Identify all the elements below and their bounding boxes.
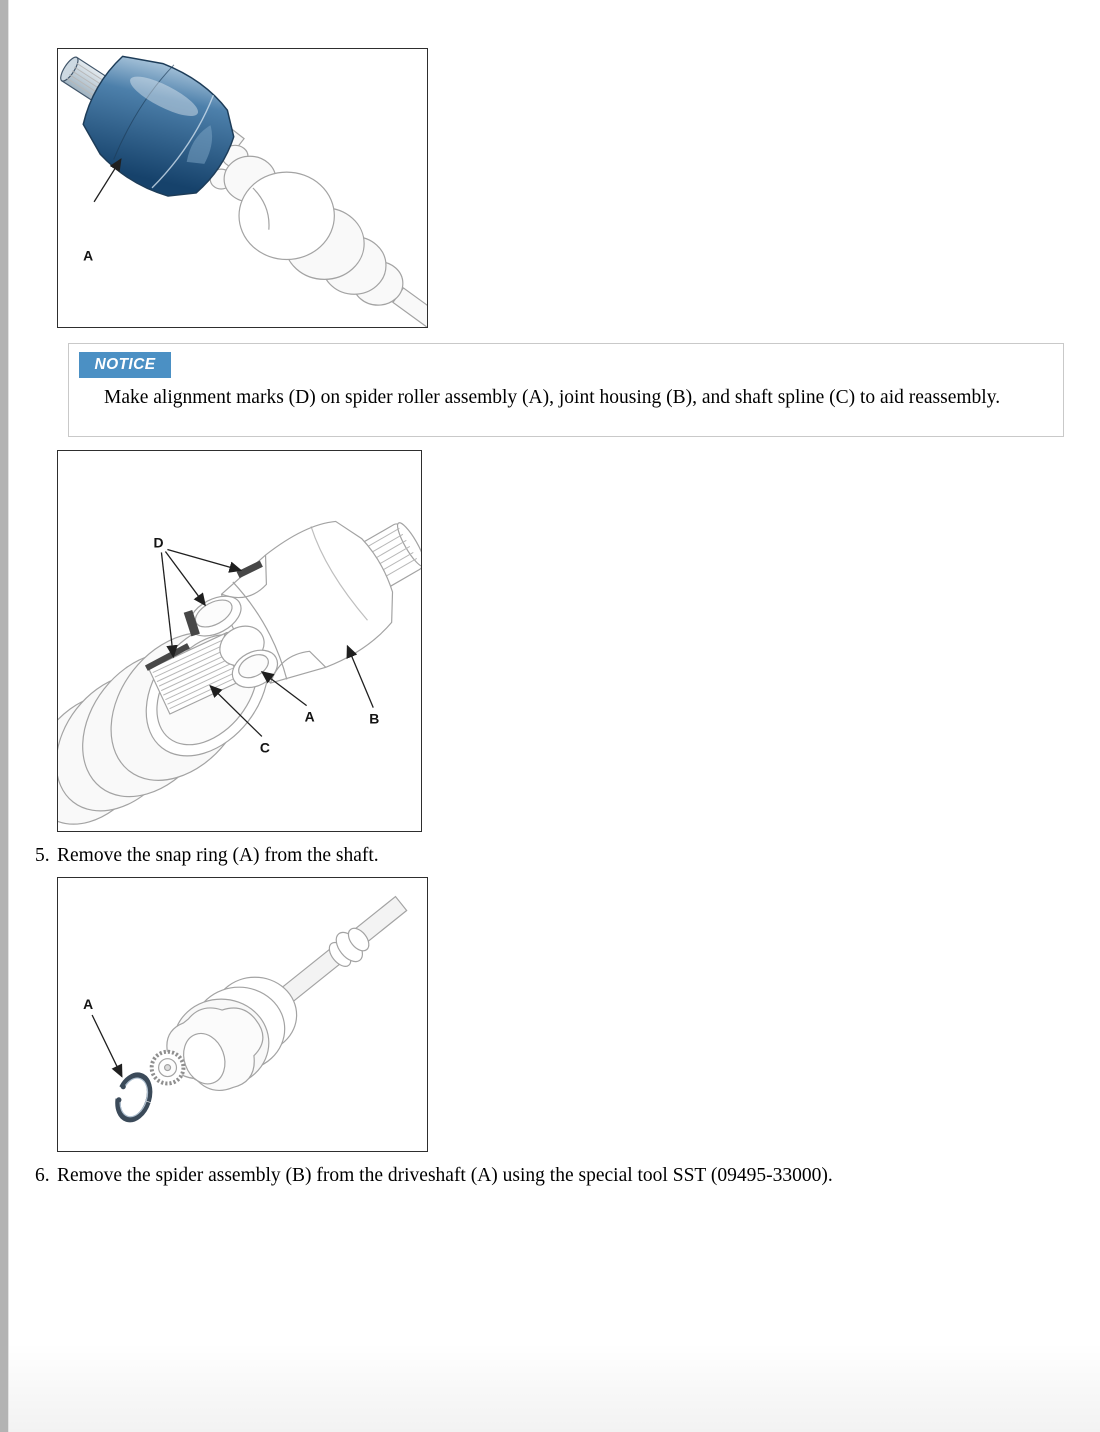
fig2-label-d: D bbox=[153, 534, 164, 551]
driveshaft-boot-art bbox=[210, 128, 427, 327]
fig3-callout-a bbox=[83, 996, 122, 1077]
step-5-number: 5. bbox=[35, 845, 50, 866]
notice-text: Make alignment marks (D) on spider roller assembly (A), joint housing (B), and shaft spline (C) to aid reassembly. bbox=[104, 387, 1001, 408]
snap-ring-art bbox=[112, 1071, 155, 1124]
joint-housing-illustration bbox=[58, 49, 427, 327]
fig2-label-a: A bbox=[304, 708, 315, 725]
bottom-fade bbox=[9, 1342, 1100, 1432]
fig1-label-a: A bbox=[83, 247, 94, 264]
step-6 bbox=[35, 1165, 833, 1187]
snap-ring-illustration bbox=[58, 878, 427, 1151]
step-5-text: Remove the snap ring (A) from the shaft. bbox=[57, 845, 379, 866]
alignment-marks-illustration bbox=[58, 451, 421, 831]
figure-snap-ring-removal bbox=[57, 877, 428, 1152]
notice-tag: NOTICE bbox=[79, 352, 171, 378]
fig2-label-b: B bbox=[369, 710, 380, 727]
step-6-text: Remove the spider assembly (B) from the driveshaft (A) using the special tool SST (09495-33000). bbox=[57, 1165, 833, 1186]
driveshaft-art bbox=[152, 897, 407, 1091]
fig3-label-a: A bbox=[83, 996, 94, 1013]
step-6-number: 6. bbox=[35, 1165, 50, 1186]
step-5 bbox=[35, 845, 379, 867]
figure-alignment-marks bbox=[57, 450, 422, 832]
figure-joint-housing-removed bbox=[57, 48, 428, 328]
notice-box bbox=[68, 343, 1064, 437]
window-left-edge bbox=[0, 0, 9, 1432]
fig1-callout-a bbox=[83, 159, 121, 263]
joint-housing-art bbox=[58, 49, 252, 216]
fig2-label-c: C bbox=[259, 739, 270, 756]
